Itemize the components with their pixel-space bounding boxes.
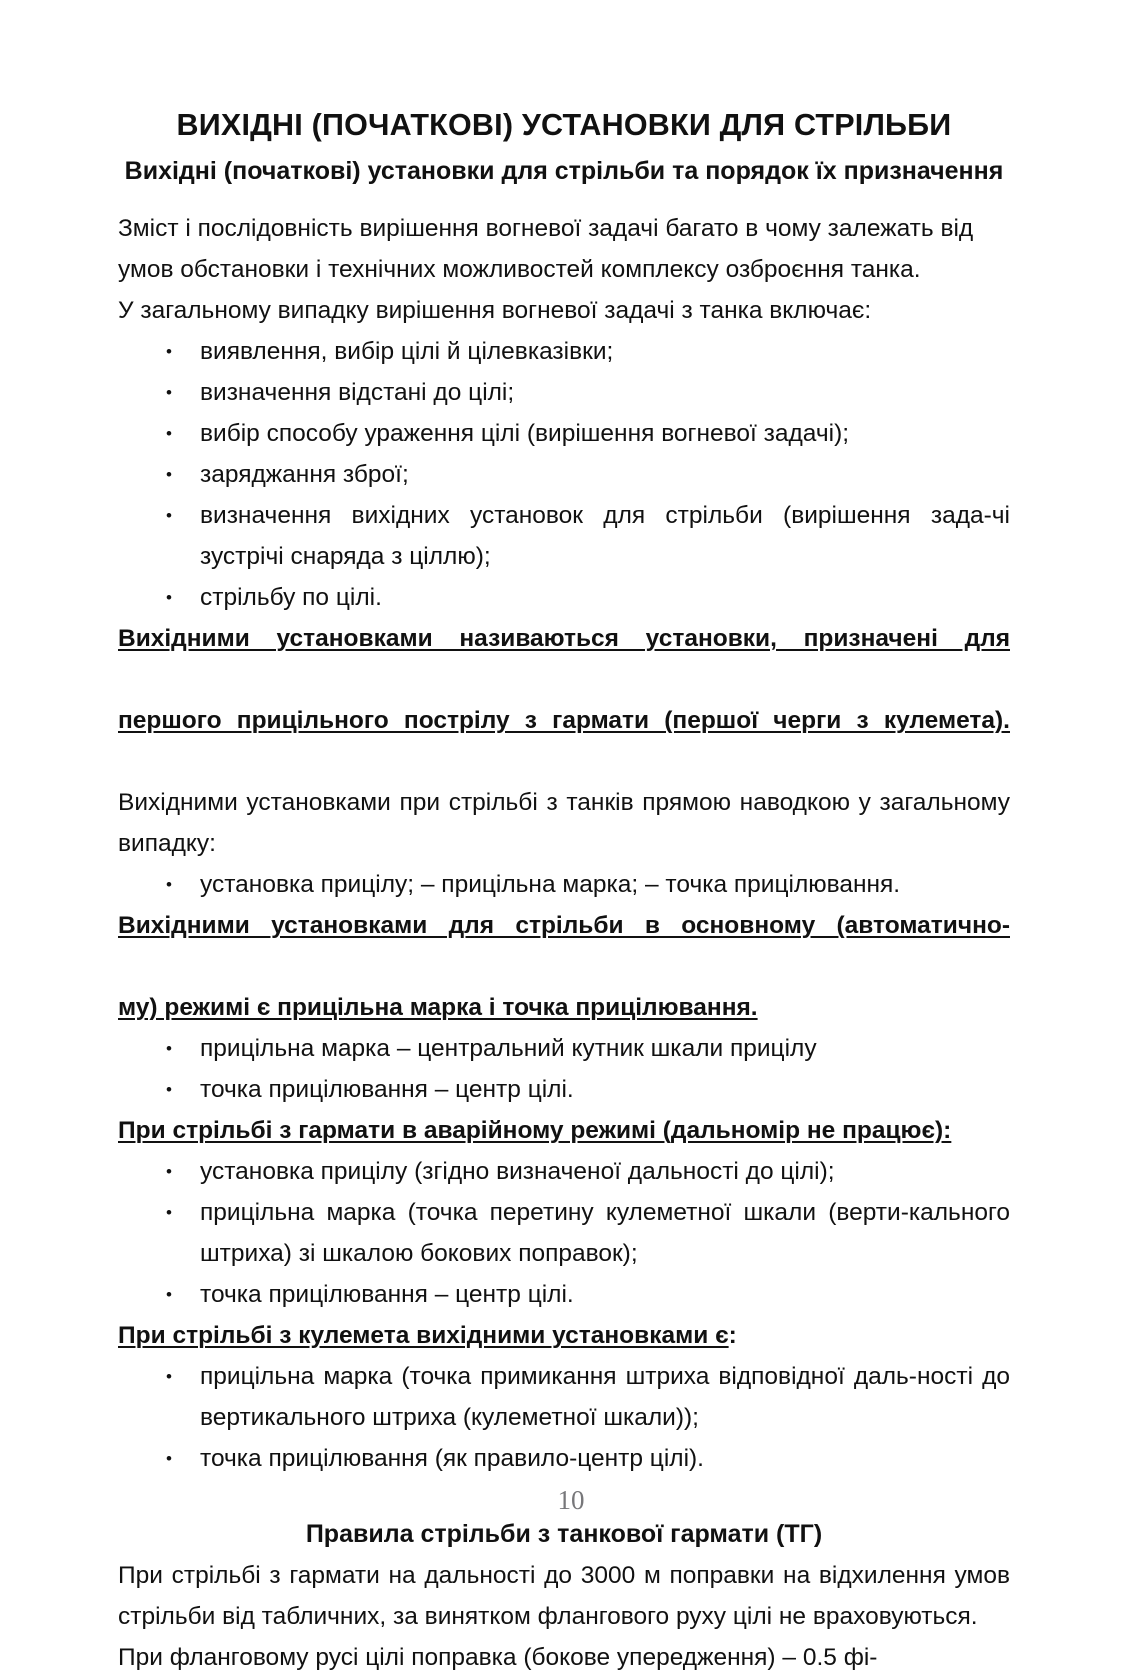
list-item-label: прицільна марка (точка перетину кулеметної шкали (верти-кального штриха) зі шкалою бокових поправок); [200,1198,1010,1267]
definition-callout [118,618,1010,782]
auto-mode-heading-line-1: Вихідними установками для стрільби в основному (автоматично- [118,911,1010,939]
list-item [118,1274,1010,1315]
bullet-icon: • [166,1079,172,1099]
bullet-icon: • [166,505,172,525]
list-item-label: точка прицілювання (як правило-центр цілі). [200,1444,704,1472]
list-item [118,413,1010,454]
direct-fire-paragraph: Вихідними установками при стрільбі з танків прямою наводкою у загальному випадку: [118,788,1010,857]
intro-paragraph-2: У загальному випадку вирішення вогневої задачі з танка включає: [118,296,872,324]
list-item [118,1192,1010,1274]
tank-gun-rules-paragraph-1: При стрільбі з гармати на дальності до 3000 м поправки на відхилення умов стрільби від табличних, за винятком флангового руху цілі не враховуються. [118,1561,1010,1630]
definition-line-1: Вихідними установками називаються установки, призначені для [118,624,1010,652]
machine-gun-list [118,1356,1010,1479]
page-number: 10 [557,1485,585,1515]
list-item [118,864,1010,905]
bullet-icon: • [166,1284,172,1304]
machine-gun-callout [118,1315,1010,1356]
list-item [118,1069,1010,1110]
list-item [118,495,1010,577]
page-subtitle: Вихідні (початкові) установки для стрільби та порядок їх призначення [124,156,1004,185]
list-item-label: вибір способу ураження цілі (вирішення вогневої задачі); [200,419,850,447]
auto-mode-heading-line-2: му) режимі є прицільна марка і точка прицілювання. [118,993,758,1021]
machine-gun-heading: При стрільбі з кулемета вихідними установками є [118,1321,729,1349]
list-item-label: стрільбу по цілі. [200,583,382,611]
list-item [118,454,1010,495]
page-title: ВИХІДНІ (ПОЧАТКОВІ) УСТАНОВКИ ДЛЯ СТРІЛЬБИ [176,108,952,142]
emergency-mode-list [118,1151,1010,1315]
emergency-mode-heading: При стрільбі з гармати в аварійному режимі (дальномір не працює): [118,1116,952,1144]
general-sequence-list [118,331,1010,618]
list-item-label: виявлення, вибір цілі й цілевказівки; [200,337,614,365]
emergency-mode-callout [118,1110,1010,1151]
list-item [118,1028,1010,1069]
list-item-label: установка прицілу (згідно визначеної дальності до цілі); [200,1157,835,1185]
bullet-icon: • [166,1366,172,1386]
list-item-label: установка прицілу; – прицільна марка; – точка прицілювання. [200,870,901,898]
list-item [118,577,1010,618]
list-item [118,372,1010,413]
direct-fire-list [118,864,1010,905]
bullet-icon: • [166,1448,172,1468]
list-item-label: прицільна марка (точка примикання штриха відповідної даль-ності до вертикального штриха (кулеметної шкали)); [200,1362,1010,1431]
list-item-label: точка прицілювання – центр цілі. [200,1075,574,1103]
tank-gun-rules-paragraph-2: При фланговому русі цілі поправка (бокове упередження) – 0.5 фі- [118,1643,878,1671]
bullet-icon: • [166,341,172,361]
tank-gun-rules-heading: Правила стрільби з танкової гармати (ТГ) [305,1519,823,1548]
bullet-icon: • [166,874,172,894]
auto-mode-list [118,1028,1010,1110]
list-item [118,331,1010,372]
list-item [118,1438,1010,1479]
auto-mode-callout [118,905,1010,1028]
bullet-icon: • [166,1202,172,1222]
list-item-label: визначення відстані до цілі; [200,378,515,406]
bullet-icon: • [166,1161,172,1181]
bullet-icon: • [166,382,172,402]
bullet-icon: • [166,464,172,484]
list-item [118,1356,1010,1438]
list-item-label: прицільна марка – центральний кутник шкали прицілу [200,1034,817,1062]
bullet-icon: • [166,1038,172,1058]
list-item [118,1151,1010,1192]
bullet-icon: • [166,423,172,443]
intro-paragraph-1: Зміст і послідовність вирішення вогневої задачі багато в чому залежать від умов обстановки і технічних можливостей комплексу озброєння танка. [118,214,974,283]
machine-gun-heading-tail: : [728,1321,737,1349]
list-item-label: визначення вихідних установок для стрільби (вирішення зада-чі зустрічі снаряда з ціллю); [200,501,1010,570]
bullet-icon: • [166,587,172,607]
list-item-label: точка прицілювання – центр цілі. [200,1280,574,1308]
definition-line-2: першого прицільного пострілу з гармати (першої черги з кулемета). [118,706,1010,734]
list-item-label: заряджання зброї; [200,460,409,488]
